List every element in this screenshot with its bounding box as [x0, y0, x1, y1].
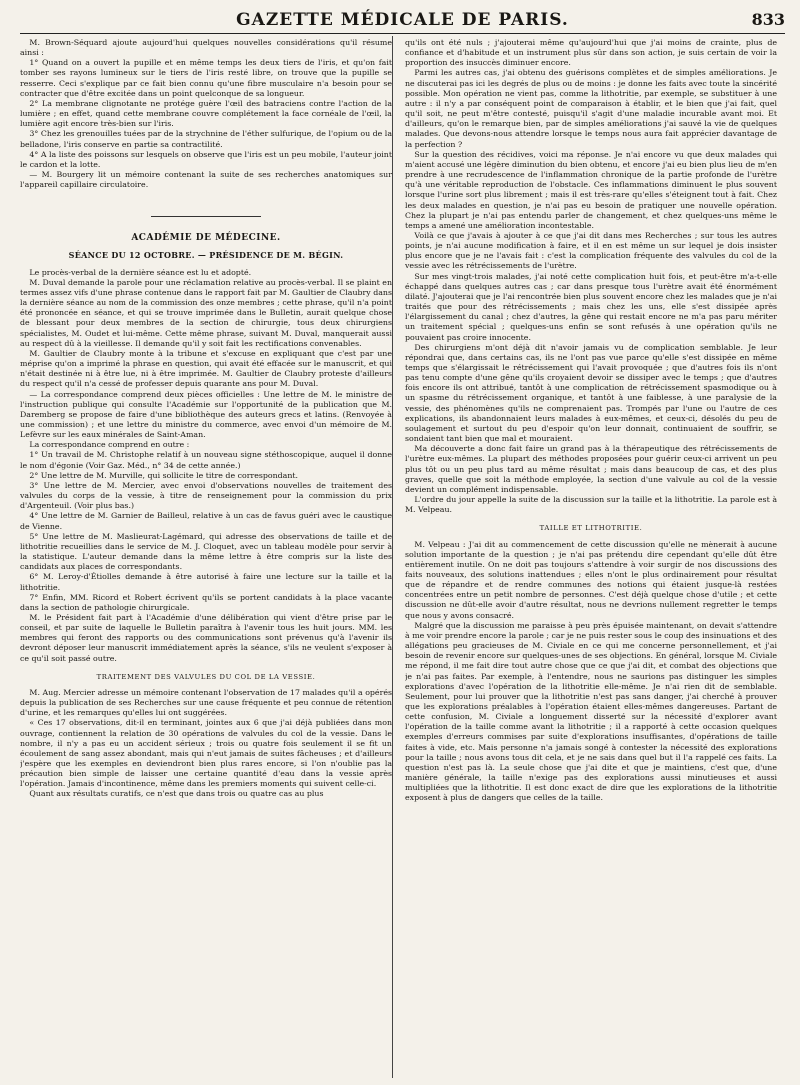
correspondence-item: 7° Enfin, MM. Ricord et Robert écrivent qu'ils se portent candidats à la place vacante dans la section de pathologie chirurgicale. — [20, 592, 392, 612]
journal-title: GAZETTE MÉDICALE DE PARIS. — [236, 10, 569, 30]
article-heading: TAILLE ET LITHOTRITIE. — [539, 524, 643, 533]
paragraph: M. le Président fait part à l'Académie d'une délibération qui vient d'être prise par le conseil, et par suite de laquelle le Bulletin paraîtra à l'avenir tous les huit jours. MM. les membres qui feront des rapports ou des communications sont prévenus qu'à l'avenir ils devront déposer leur manuscrit immédiatement après la séance, s'ils ne veulent s'exposer à ce qu'il soit passé outre. — [20, 612, 392, 663]
column-divider — [392, 36, 393, 1078]
paragraph: Malgré que la discussion me paraisse à peu près épuisée maintenant, on devait s'attendre à me voir prendre encore la parole ; car je ne puis rester sous le coup des insinuations et des allégations peu gracieuses de M. Civiale en ce qui me concerne personnellement, et j'ai besoin de revenir encore sur quelques-unes de ses objections. En général, lorsque M. Civiale me répond, il me fait dire tout autre chose que ce que j'ai dit, et combat des objections que je n'ai pas faites. Par exemple, à l'entendre, nous ne saurions pas distinguer les simples explorations d'avec l'opération de la lithotritie elle-même. Je n'ai rien dit de semblable. Seulement, pour lui prouver que la lithotritie n'est pas sans danger, j'ai cherché à prouver que les explorations préalables à l'opération étaient elles-mêmes dangereuses. Partant de cette confusion, M. Civiale a longuement disserté sur la nécessité d'explorer avant l'opération de la taille comme avant la lithotritie ; il a rapporté à cette occasion quelques exemples d'erreurs commises par suite d'explorations insuffisantes, d'opérations de taille faites à vide, etc. Mais personne n'a jamais songé à contester la nécessité des explorations pour la taille ; nous avons tous dit cela, et je ne sais dans quel but il l'a rappelé ces faits. La question n'est pas là. La seule chose que j'ai dite et que je maintiens, c'est que, d'une manière générale, la taille n'exige pas des explorations aussi minutieuses et aussi multipliées que la lithotritie. Il est donc exact de dire que les explorations de la lithotritie exposent à plus de dangers que celles de la taille. — [405, 620, 777, 803]
paragraph: 4° A la liste des poissons sur lesquels on observe que l'iris est un peu mobile, l'auteur joint le cardon et la lotte. — [20, 149, 392, 169]
paragraph: Sur mes vingt-trois malades, j'ai noté cette complication huit fois, et peut-être m'a-t-elle échappé dans quelques autres cas ; car dans presque tous l'urètre avait été énormément dilaté. J'ajouterai que je l'ai rencontrée bien plus souvent encore chez les malades que je n'ai traités que pour des rétrécissements ; mais chez les uns, elle s'est dissipée après l'élargissement du canal ; chez d'autres, la gêne qui restait encore ne m'a pas paru mériter un traitement spécial ; quelques-uns enfin se sont refusés à une opération qu'ils ne pouvaient pas croire innocente. — [405, 271, 777, 342]
paragraph: qu'ils ont été nuls ; j'ajouterai même qu'aujourd'hui que j'ai moins de crainte, plus de confiance et d'habitude et un instrument plus sûr dans son action, je suis certain de voir la proportion des insuccès diminuer encore. — [405, 38, 777, 68]
paragraph: Sur la question des récidives, voici ma réponse. Je n'ai encore vu que deux malades qui m'aient accusé une légère diminution du bien obtenu, et encore j'ai eu bien plus lieu de m'en prendre à une recrudescence de l'inflammation chronique de la partie profonde de l'urètre qu'à une véritable reproduction de l'obstacle. Ces inflammations diminuent le plus souvent lorsque l'urine sort plus librement ; mais il est très-rare qu'elles s'éteignent tout à fait. Chez les deux malades en question, je n'ai pas eu besoin de pratiquer une nouvelle opération. Chez la plupart je n'ai pas entendu parler de changement, et chez quelques-uns même le temps a amené une amélioration incontestable. — [405, 149, 777, 230]
correspondence-item: 6° M. Leroy-d'Étiolles demande à être autorisé à faire une lecture sur la taille et la lithotritie. — [20, 572, 392, 592]
paragraph: La correspondance comprend en outre : — [29, 440, 190, 450]
paragraph: Quant aux résultats curatifs, ce n'est que dans trois ou quatre cas au plus — [29, 789, 324, 799]
correspondence-item: 4° Une lettre de M. Garnier de Bailleul, relative à un cas de favus guéri avec le caustique de Vienne. — [20, 511, 392, 531]
paragraph: 2° La membrane clignotante ne protége guère l'œil des batraciens contre l'action de la lumière ; en effet, quand cette membrane couvre complétement la face cornéale de l'œil, la lumière agit encore très-bien sur l'iris. — [20, 98, 392, 129]
page-number: 833 — [751, 10, 785, 29]
paragraph: Ma découverte a donc fait faire un grand pas à la thérapeutique des rétrécissements de l'urètre eux-mêmes. La plupart des méthodes proposées pour guérir ceux-ci arrivent un peu plus tôt ou un peu plus tard au même résultat ; mais dans beaucoup de cas, et des plus graves, quelle que soit la méthode employée, la section d'une valvule au col de la vessie devient un complément indispensable. — [405, 444, 777, 494]
paragraph: Voilà ce que j'avais à ajouter à ce que j'ai dit dans mes Recherches ; sur tous les autres points, je n'ai aucune modification à faire, et il en est même un sur lequel je dois insister plus encore que je ne l'avais fait : c'est la complication fréquente des valvules du col de la vessie avec les rétrécissements de l'urètre. — [405, 230, 777, 271]
section-heading: ACADÉMIE DE MÉDECINE. — [131, 233, 281, 244]
paragraph: 1° Quand on a ouvert la pupille et en même temps les deux tiers de l'iris, et qu'on fait tomber ses rayons lumineux sur le tiers de l'iris resté libre, on trouve que la pupille se resserre. Ceci s'explique par ce fait bien connu qu'une fibre musculaire n'a besoin pour se contracter que d'être excitée dans un point quelconque de sa longueur. — [20, 58, 392, 98]
header-rule — [20, 33, 785, 34]
correspondence-item: 5° Une lettre de M. Maslieurat-Lagémard, qui adresse des observations de taille et de lithotritie recueillies dans le service de M. J. Cloquet, avec un tableau modèle pour servir à la statistique. L'auteur demande dans la même lettre à être compris sur la liste des candidats aux places de correspondants. — [20, 531, 392, 572]
article-heading: TRAITEMENT DES VALVULES DU COL DE LA VESSIE. — [96, 672, 316, 681]
page-header — [20, 6, 785, 32]
paragraph: — La correspondance comprend deux pièces officielles : Une lettre de M. le ministre de l'instruction publique qui consulte l'Académie sur l'opportunité de la publication que M. Daremberg se propose de faire d'une bibliothèque des auteurs grecs et latins. (Renvoyée à une commission) ; et une lettre du ministre du commerce, avec envoi d'un mémoire de M. Lefèvre sur les eaux minérales de Saint-Aman. — [20, 389, 392, 440]
correspondence-item: 3° Une lettre de M. Mercier, avec envoi d'observations nouvelles de traitement des valvules du corps de la vessie, à titre de renseignement pour la commission du prix d'Argenteuil. (Voir plus bas.) — [20, 480, 392, 511]
paragraph: « Ces 17 observations, dit-il en terminant, jointes aux 6 que j'ai déjà publiées dans mon ouvrage, contiennent la relation de 30 opérations de valvules du col de la vessie. Dans le nombre, il n'y a pas eu un accident sérieux ; trois ou quatre fois seulement il se fit un écoulement de sang assez abondant, mais qui n'eut jamais de suites fâcheuses ; et d'ailleurs j'espère que les exemples en deviendront bien plus rares encore, si l'on n'oublie pas la précaution bien simple de laisser une certaine quantité d'eau dans la vessie après l'opération. Jamais d'incontinence, même dans les premiers moments qui suivent celle-ci. — [20, 718, 392, 789]
paragraph: M. Aug. Mercier adresse un mémoire contenant l'observation de 17 malades qu'il a opérés depuis la publication de ses Recherches sur une cause fréquente et peu connue de rétention d'urine, et les remarques qu'elles lui ont suggérées. — [20, 687, 392, 718]
paragraph: M. Duval demande la parole pour une réclamation relative au procès-verbal. Il se plaint en termes assez vifs d'une phrase contenue dans le rapport fait par M. Gaultier de Claubry dans la dernière séance au nom de la commission des onze membres ; cette phrase, qu'il n'a point été prononcée en séance, et qui se trouve imprimée dans le Bulletin, aurait quelque chose de blessant pour deux membres de la section de chirurgie, tous deux chirurgiens spécialistes, M. Oudet et lui-même. Cette même phrase, suivant M. Duval, manquerait aussi au respect dû à la vieillesse. Il demande qu'il y soit fait les rectifications convenables. — [20, 277, 392, 348]
paragraph: Parmi les autres cas, j'ai obtenu des guérisons complètes et de simples améliorations. Je ne discuterai pas ici les degrés de plus ou de moins : je donne les faits avec toute la sincérité possible. Mon opération ne vient pas, comme la lithotritie, par exemple, se substituer à une autre : il n'y a par conséquent point de comparaison à établir, et le bien que j'ai fait, quel qu'il soit, ne peut m'être contesté, puisqu'il s'agit d'une maladie incurable avant moi. Et d'ailleurs, qu'on le remarque bien, par de simples améliorations j'ai sauvé la vie de quelques malades. Que devons-nous attendre lorsque le temps nous aura fait apprécier davantage de la perfection ? — [405, 68, 777, 149]
paragraph: — M. Bourgery lit un mémoire contenant la suite de ses recherches anatomiques sur l'appareil capillaire circulatoire. — [20, 170, 392, 190]
section-separator — [151, 216, 261, 217]
left-column — [20, 38, 392, 1078]
paragraph: M. Velpeau : J'ai dit au commencement de cette discussion qu'elle ne mènerait à aucune solution importante de la question ; je n'ai pas prétendu dire cependant qu'elle dût être entièrement inutile. On ne doit pas toujours s'attendre à voir surgir de nos discussions des faits nouveaux, des solutions inattendues ; elles n'ont le plus ordinairement pour résultat que de répandre et de rendre communes des notions qui étaient jusque-là restées concentrées entre un petit nombre de personnes. C'est déjà quelque chose d'utile ; et cette discussion ne dût-elle avoir d'autre résultat, nous ne devrions nullement regretter le temps que nous y avons consacré. — [405, 539, 777, 620]
paragraph: M. Brown-Séquard ajoute aujourd'hui quelques nouvelles considérations qu'il résume ainsi : — [20, 38, 392, 58]
right-column — [405, 38, 777, 1078]
paragraph: M. Gaultier de Claubry monte à la tribune et s'excuse en expliquant que c'est par une méprise qu'on a imprimé la phrase en question, qui avait été effacée sur le manuscrit, et qui n'était destinée ni à être lue, ni à être imprimée. M. Gaultier de Claubry proteste d'ailleurs du respect qu'il n'a cessé de professer depuis quarante ans pour M. Duval. — [20, 348, 392, 389]
paragraph: Le procès-verbal de la dernière séance est lu et adopté. — [29, 267, 252, 277]
paragraph: 3° Chez les grenouilles tuées par de la strychnine de l'éther sulfurique, de l'opium ou de la belladone, l'iris conserve en partie sa contractilité. — [20, 129, 392, 149]
correspondence-item: 2° Une lettre de M. Murville, qui sollicite le titre de correspondant. — [29, 470, 299, 480]
correspondence-item: 1° Un travail de M. Christophe relatif à un nouveau signe stéthoscopique, auquel il donne le nom d'égonie (Voir Gaz. Méd., n° 34 de cette année.) — [20, 450, 392, 470]
session-subheading: SÉANCE DU 12 OCTOBRE. — PRÉSIDENCE DE M. BÉGIN. — [68, 249, 344, 260]
paragraph: Des chirurgiens m'ont déjà dit n'avoir jamais vu de complication semblable. Je leur répondrai que, dans certains cas, ils ne l'ont pas vue parce qu'elle s'est dissipée en même temps que s'élargissait le rétrécissement qui l'avait provoquée ; que d'autres fois ils n'ont pas tenu compte d'une gêne qu'ils croyaient devoir se dissiper avec le temps ; que d'autres fois encore ils ont attribué, tantôt à une complication de rétrécissement spasmodique ou à un spasme du rétrécissement organique, et tantôt à une faiblesse, à une paralysie de la vessie, des phénomènes qu'ils ne comprenaient pas. Trompés par l'une ou l'autre de ces explications, ils abandonnaient leurs malades à eux-mêmes, et ceux-ci, désolés du peu de soulagement et surtout du peu d'espoir qu'on leur donnait, continuaient de souffrir, se sondaient tant bien que mal et mouraient. — [405, 342, 777, 444]
paragraph: L'ordre du jour appelle la suite de la discussion sur la taille et la lithotritie. La parole est à M. Velpeau. — [405, 495, 777, 515]
